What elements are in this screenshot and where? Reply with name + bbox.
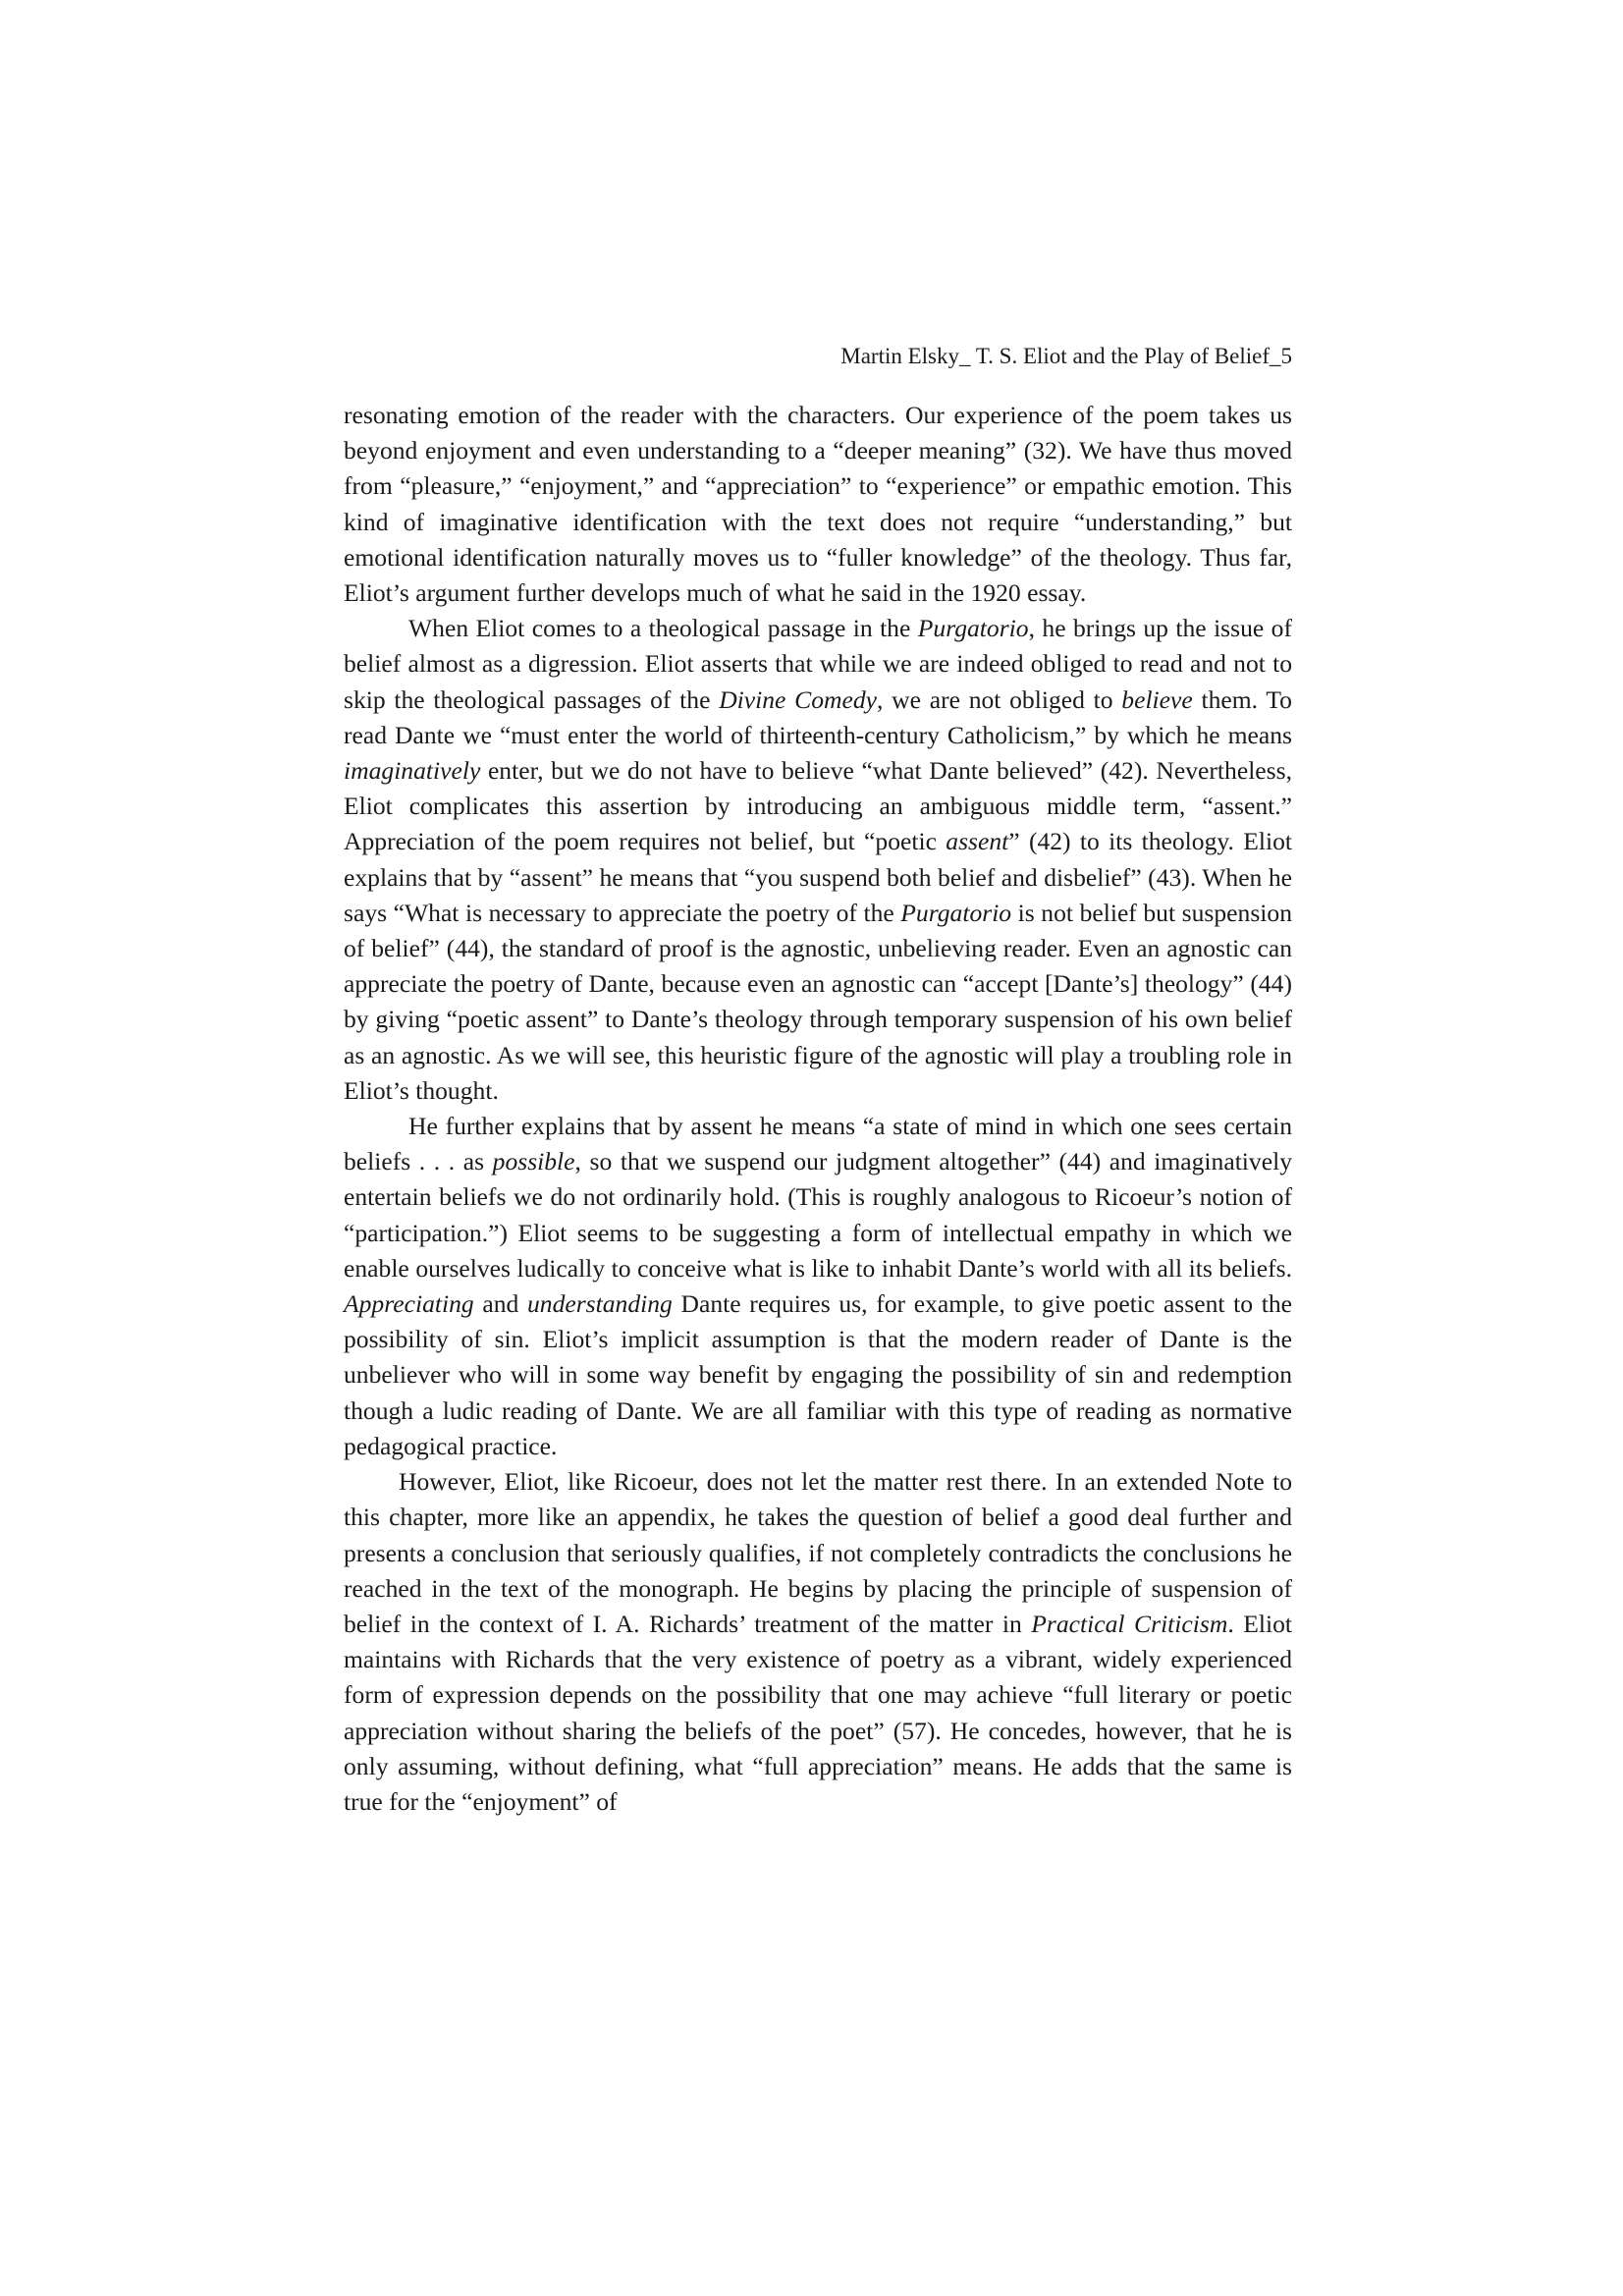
text-span: resonating emotion of the reader with the characters. Our experience of the poem takes us beyond enjoyment and even understanding to a “deeper meaning” (32). We have thus moved from “pleasure,” “enjoyment,” and “appreciation” to “experience” or empathic emotion. This kind of imaginative identification with the text does not require “understanding,” but emotional identification naturally moves us to “fuller knowledge” of the theology. Thus far, Eliot’s argument further develops much of what he said in the 1920 essay. <box>344 401 1292 608</box>
text-span: and <box>473 1289 527 1319</box>
italic-text: believe <box>1121 684 1193 714</box>
paragraph <box>344 611 1292 1109</box>
paragraph <box>344 1109 1292 1464</box>
italic-text: Divine Comedy <box>719 684 878 714</box>
text-span: When Eliot comes to a theological passage in the <box>408 614 918 643</box>
text-span: . Eliot maintains with Richards that the very existence of poetry as a vibrant, widely experienced form of expression depends on the possibility that one may achieve “full literary or poetic appreciation without sharing the beliefs of the poet” (57). He concedes, however, that he is only assuming, without defining, what “full appreciation” means. He adds that the same is true for the “enjoyment” of <box>344 1609 1292 1816</box>
paragraph <box>344 398 1292 611</box>
text-span: Dante requires us, for example, to give poetic assent to the possibility of sin. Eliot’s implicit assumption is that the modern reader of Dante is the unbeliever who will in some way benefit by engaging the possibility of sin and redemption though a ludic reading of Dante. We are all familiar with this type of reading as normative pedagogical practice. <box>344 1289 1292 1460</box>
italic-text: possible <box>492 1147 575 1176</box>
paragraph <box>344 1464 1292 1820</box>
text-span: enter, but we do not have to believe “what Dante believed” (42). Nevertheless, Eliot complicates this assertion by introducing an ambiguous middle term, “assent.” Appreciation of the poem requires not belief, but “poetic <box>344 756 1292 856</box>
text-span: , he brings up the issue of belief almost as a digression. Eliot asserts that while we are indeed obliged to read and not to skip the theological passages of the <box>344 614 1292 714</box>
italic-text: understanding <box>526 1289 673 1319</box>
text-span: However, Eliot, like Ricoeur, does not let the matter rest there. In an extended Note to this chapter, more like an appendix, he takes the question of belief a good deal further and presents a conclusion that seriously qualifies, if not completely contradicts the conclusions he reached in the text of the monograph. He begins by placing the principle of suspension of belief in the context of I. A. Richards’ treatment of the matter in <box>344 1467 1292 1638</box>
text-span: is not belief but suspension of belief” (44), the standard of proof is the agnostic, unbelieving reader. Even an agnostic can appreciate the poetry of Dante, because even an agnostic can “accept [Dante’s] theology” (44) by giving “poetic assent” to Dante’s theology through temporary suspension of his own belief as an agnostic. As we will see, this heuristic figure of the agnostic will play a troubling role in Eliot’s thought. <box>344 898 1292 1105</box>
italic-text: Purgatorio <box>917 614 1029 643</box>
text-span: , we are not obliged to <box>877 684 1122 714</box>
italic-text: imaginatively <box>344 756 481 786</box>
italic-text: Practical Criticism <box>1031 1609 1228 1638</box>
running-head: Martin Elsky_ T. S. Eliot and the Play of Belief_5 <box>840 344 1292 368</box>
text-span: ” (42) to its theology. Eliot explains that by “assent” he means that “you suspend both belief and disbelief” (43). When he says “What is necessary to appreciate the poetry of the <box>344 827 1292 927</box>
text-span: them. To read Dante we “must enter the world of thirteenth-century Catholicism,” by which he means <box>344 684 1292 749</box>
text-span: , so that we suspend our judgment altogether” (44) and imaginatively entertain beliefs we do not ordinarily hold. (This is roughly analogous to Ricoeur’s notion of “participation.”) Eliot seems to be suggesting a form of intellectual empathy in which we enable ourselves ludically to conceive what is like to inhabit Dante’s world with all its beliefs. <box>344 1147 1292 1283</box>
italic-text: Purgatorio <box>900 898 1012 927</box>
text-span: He further explains that by assent he means “a state of mind in which one sees certain beliefs . . . as <box>344 1112 1292 1176</box>
italic-text: Appreciating <box>344 1289 474 1319</box>
italic-text: assent <box>946 827 1009 856</box>
body-text <box>344 398 1292 1820</box>
